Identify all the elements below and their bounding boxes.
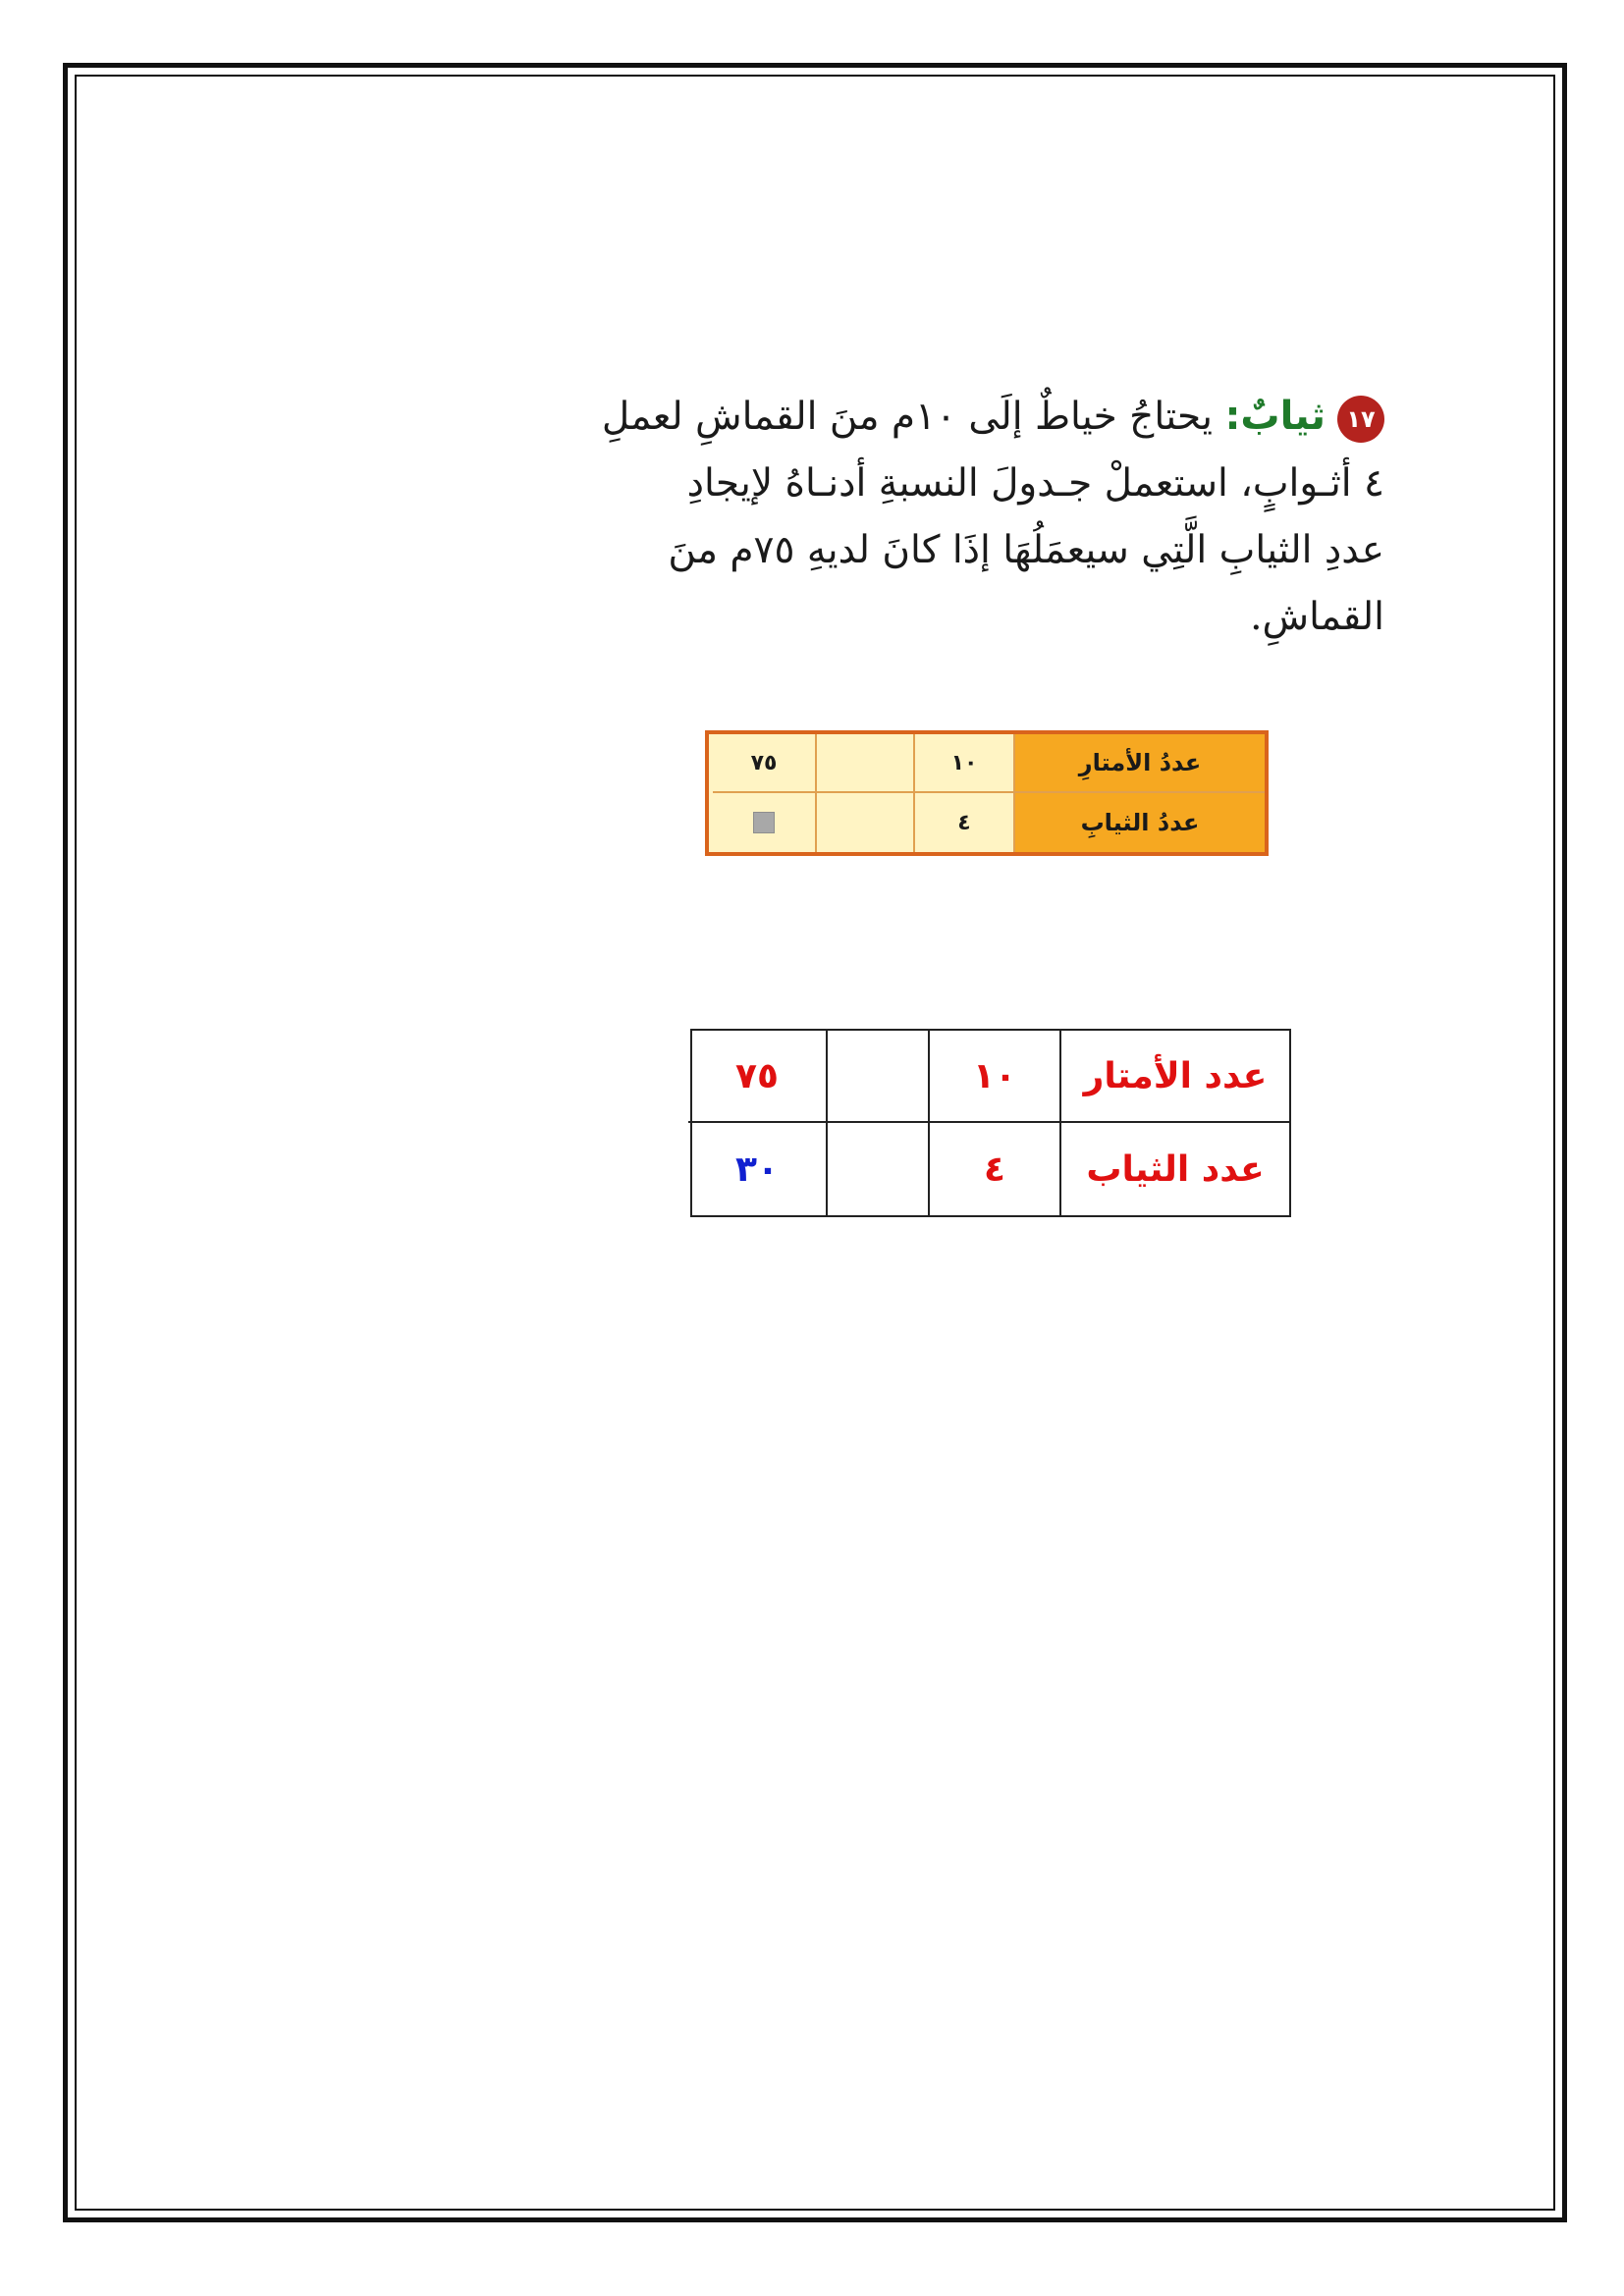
book-header-meters: عددُ الأمتارِ [1013, 734, 1265, 793]
problem-statement [511, 383, 1384, 651]
answer-cell-clothes-result: ٣٠ [735, 1148, 779, 1190]
problem-text-1: يحتاجُ خياطٌ إلَى ١٠م منَ القماشِ لعملِ [601, 395, 1214, 439]
answer-cell-meters-2 [826, 1031, 928, 1123]
book-cell-meters-1: ١٠ [913, 734, 1013, 793]
problem-keyword: ثيابٌ: [1224, 394, 1326, 439]
book-cell-meters-2 [815, 734, 913, 793]
book-cell-meters-3: ٧٥ [713, 734, 815, 793]
answer-cell-clothes-1: ٤ [928, 1123, 1059, 1215]
unknown-value-placeholder [753, 812, 775, 833]
answer-header-clothes: عدد الثياب [1059, 1123, 1289, 1215]
answer-cell-clothes-2 [826, 1123, 928, 1215]
problem-line-1 [511, 383, 1384, 451]
answer-ratio-table [690, 1029, 1291, 1217]
answer-header-meters: عدد الأمتار [1059, 1031, 1289, 1123]
textbook-ratio-table [705, 730, 1269, 856]
problem-line-3: عددِ الثيابِ الَّتِي سيعمَلُهَا إذَا كانَ لديهِ ٧٥م منَ [668, 528, 1384, 572]
book-cell-clothes-2 [815, 793, 913, 852]
answer-cell-meters-3: ٧٥ [688, 1031, 826, 1123]
book-cell-clothes-1: ٤ [913, 793, 1013, 852]
problem-number-badge: ١٧ [1337, 396, 1384, 443]
book-header-clothes: عددُ الثيابِ [1013, 793, 1265, 852]
problem-line-2: ٤ أثـوابٍ، استعملْ جـدولَ النسبةِ أدنـاهُ لإيجادِ [686, 461, 1384, 506]
answer-cell-meters-1: ١٠ [928, 1031, 1059, 1123]
book-cell-clothes-3 [713, 793, 815, 852]
problem-line-4: القماشِ. [1250, 595, 1384, 639]
